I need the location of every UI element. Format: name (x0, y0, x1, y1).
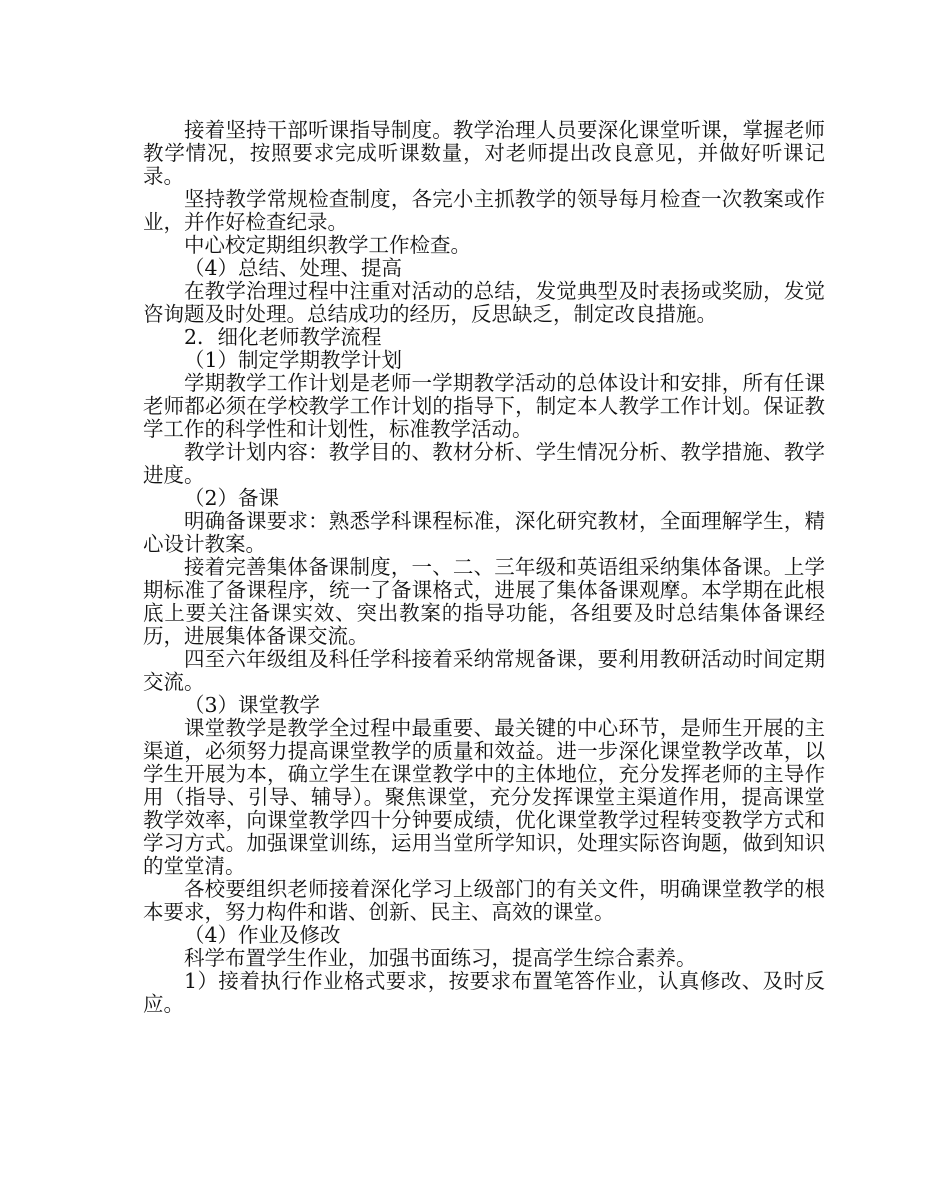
paragraph: 课堂教学是教学全过程中最重要、最关键的中心环节，是师生开展的主渠道，必须努力提高课堂教学的质量和效益。进一步深化课堂教学改革，以学生开展为本，确立学生在课堂教学中的主体地位，充分发挥老师的主导作用（指导、引导、辅导）。聚焦课堂，充分发挥课堂主渠道作用，提高课堂教学效率，向课堂教学四十分钟要成绩，优化课堂教学过程转变教学方式和学习方式。加强课堂训练，运用当堂所学知识，处理实际咨询题，做到知识的堂堂清。 (143, 716, 825, 878)
paragraph: 四至六年级组及科任学科接着采纳常规备课，要利用教研活动时间定期交流。 (143, 647, 825, 694)
section-heading: （2）备课 (184, 486, 280, 510)
paragraph: 中心校定期组织教学工作检查。 (184, 233, 471, 257)
document-page (143, 119, 825, 1016)
paragraph: 接着完善集体备课制度，一、二、三年级和英语组采纳集体备课。上学期标准了备课程序，统一了备课格式，进展了集体备课观摩。本学期在此根底上要关注备课实效、突出教案的指导功能，各组要及时总结集体备课经历，进展集体备课交流。 (143, 555, 825, 648)
paragraph: 接着坚持干部听课指导制度。教学治理人员要深化课堂听课，掌握老师教学情况，按照要求完成听课数量，对老师提出改良意见，并做好听课记录。 (143, 118, 825, 188)
section-heading: （4）总结、处理、提高 (184, 256, 403, 280)
paragraph: 1）接着执行作业格式要求，按要求布置笔答作业，认真修改、及时反应。 (143, 969, 825, 1016)
section-heading: （4）作业及修改 (184, 923, 341, 947)
section-heading: （3）课堂教学 (184, 693, 321, 717)
paragraph: 科学布置学生作业，加强书面练习，提高学生综合素养。 (184, 946, 697, 970)
paragraph: 在教学治理过程中注重对活动的总结，发觉典型及时表扬或奖励，发觉咨询题及时处理。总结成功的经历，反思缺乏，制定改良措施。 (143, 279, 825, 326)
paragraph: 学期教学工作计划是老师一学期教学活动的总体设计和安排，所有任课老师都必须在学校教学工作计划的指导下，制定本人教学工作计划。保证教学工作的科学性和计划性，标准教学活动。 (143, 371, 825, 441)
section-heading: 2．细化老师教学流程 (184, 325, 382, 349)
section-heading: （1）制定学期教学计划 (184, 348, 403, 372)
paragraph: 教学计划内容：教学目的、教材分析、学生情况分析、教学措施、教学进度。 (143, 440, 825, 487)
paragraph: 各校要组织老师接着深化学习上级部门的有关文件，明确课堂教学的根本要求，努力构件和谐、创新、民主、高效的课堂。 (143, 877, 825, 924)
paragraph: 坚持教学常规检查制度，各完小主抓教学的领导每月检查一次教案或作业，并作好检查纪录。 (143, 187, 825, 234)
paragraph: 明确备课要求：熟悉学科课程标准，深化研究教材，全面理解学生，精心设计教案。 (143, 509, 825, 556)
